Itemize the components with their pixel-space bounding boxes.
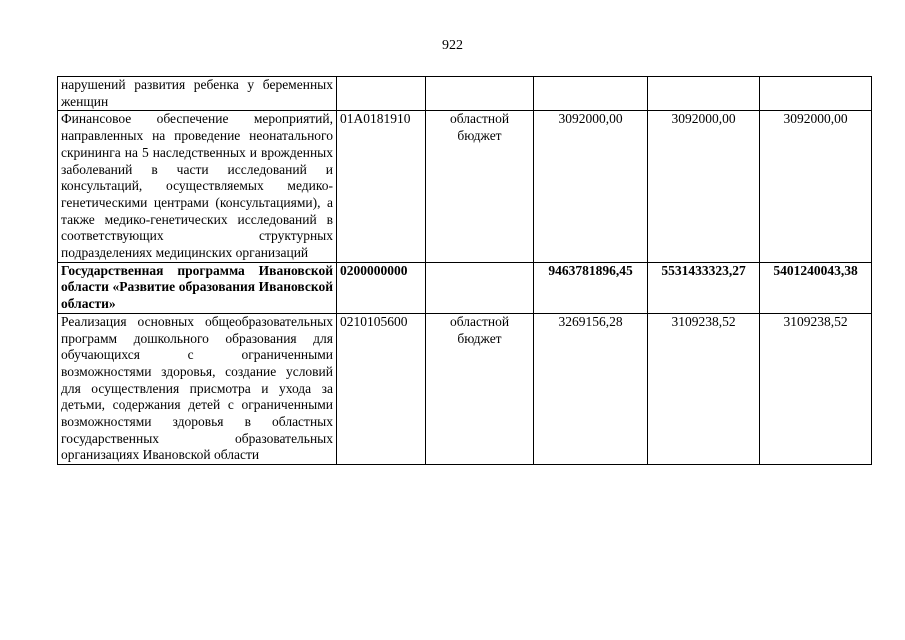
row-code-cell: 01А0181910 (337, 111, 426, 262)
row-source-cell: областной бюджет (426, 313, 534, 464)
row-year3-cell: 3109238,52 (760, 313, 872, 464)
row-source-cell: областной бюджет (426, 111, 534, 262)
row-year3-cell: 3092000,00 (760, 111, 872, 262)
row-source-cell (426, 77, 534, 111)
row-year1-cell: 3269156,28 (534, 313, 648, 464)
row-code-cell: 0210105600 (337, 313, 426, 464)
table-row (58, 111, 872, 262)
budget-table (57, 76, 872, 465)
table-row (58, 77, 872, 111)
table-row (58, 313, 872, 464)
row-year1-cell: 3092000,00 (534, 111, 648, 262)
row-year3-cell: 5401240043,38 (760, 262, 872, 313)
row-year1-cell (534, 77, 648, 111)
row-year2-cell: 5531433323,27 (648, 262, 760, 313)
row-source-cell (426, 262, 534, 313)
row-code-cell (337, 77, 426, 111)
page-number: 922 (442, 38, 463, 53)
row-name-cell: нарушений развития ребенка у беременных женщин (58, 77, 337, 111)
row-year1-cell: 9463781896,45 (534, 262, 648, 313)
row-name-cell: Реализация основных общеобразовательных программ дошкольного образования для обучающихся с ограниченными возможностями здоровья, создание условий для осуществления присмотра и ухода за детьми, содержания детей с ограниченными возможностями здоровья в областных государственных образовательных организациях Ивановской области (58, 313, 337, 464)
row-year2-cell: 3109238,52 (648, 313, 760, 464)
row-year2-cell (648, 77, 760, 111)
row-year2-cell: 3092000,00 (648, 111, 760, 262)
row-year3-cell (760, 77, 872, 111)
row-code-cell: 0200000000 (337, 262, 426, 313)
row-name-cell: Финансовое обеспечение мероприятий, направленных на проведение неонатального скрининга на 5 наследственных и врожденных заболеваний в части исследований и консультаций, осуществляемых медико-генетическими центрами (консультациями), а также медико-генетических исследований в соответствующих структурных подразделениях медицинских организаций (58, 111, 337, 262)
row-name-cell: Государственная программа Ивановской области «Развитие образования Ивановской области» (58, 262, 337, 313)
table-row-program (58, 262, 872, 313)
